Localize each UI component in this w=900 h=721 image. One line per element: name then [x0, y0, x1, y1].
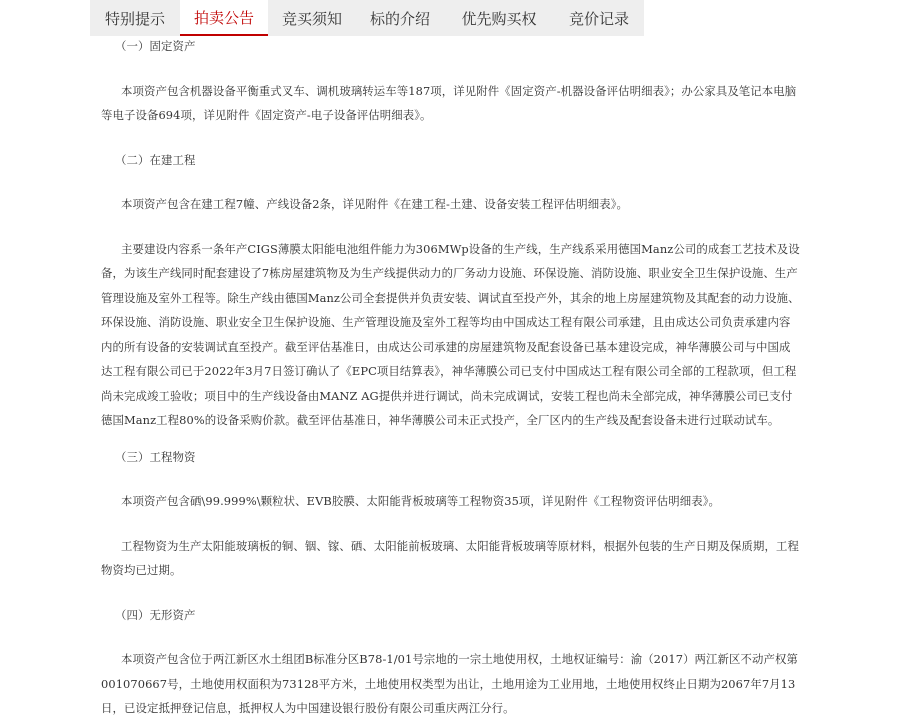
announcement-tab-bar — [90, 0, 644, 36]
materials-detail-paragraph: 工程物资为生产太阳能玻璃板的铜、铟、镓、硒、太阳能前板玻璃、太阳能背板玻璃等原材料，根据外包装的生产日期及保质期，工程物资均已过期。 — [101, 538, 799, 577]
tab-preemptive-right[interactable]: 优先购买权 — [461, 9, 537, 28]
tab-special-notice[interactable]: 特别提示 — [104, 9, 165, 28]
construction-summary-paragraph: 本项资产包含在建工程7幢、产线设备2条，详见附件《在建工程-土建、设备安装工程评估明细表》。 — [121, 197, 629, 211]
tab-bid-records[interactable]: 竞价记录 — [568, 9, 629, 28]
construction-detail-paragraph: 主要建设内容系一条年产CIGS薄膜太阳能电池组件能力为306MWp设备的生产线，生产线系采用德国Manz公司的成套工艺技术及设备，为该生产线同时配套建设了7栋房屋建筑物及为生产线提供动力的厂务动力设施、环保设施、消防设施、职业安全卫生保护设施、生产管理设施及室外工程等。除生产线由德国Manz公司全套提供并负责安装、调试直至投产外，其余的地上房屋建筑物及其配套的动力设施、环保设施、消防设施、职业安全卫生保护设施、生产管理设施及室外工程等均由中国成达工程有限公司承建，且由成达公司负责承建内容内的所有设备的安装调试直至投产。截至评估基准日，由成达公司承建的房屋建筑物及配套设备已基本建设完成，神华薄膜公司与中国成达工程有限公司已于2022年3月7日签订确认了《EPC项目结算表》，神华薄膜公司已支付中国成达工程有限公司全部的工程款项，但工程尚未完成竣工验收；项目中的生产线设备由MANZ AG提供并进行调试，尚未完成调试，安装工程也尚未全部完成，神华薄膜公司已支付德国Manz工程80%的设备采购价款。截至评估基准日，神华薄膜公司未正式投产，全厂区内的生产线及配套设备未进行过联动试车。 — [101, 241, 800, 427]
section-heading-intangible: （四）无形资产 — [115, 607, 196, 622]
materials-summary-paragraph: 本项资产包含硒\99.999%\颗粒状、EVB胶膜、太阳能背板玻璃等工程物资35项，详见附件《工程物资评估明细表》。 — [121, 494, 721, 508]
tab-auction-announcement[interactable]: 拍卖公告 — [180, 0, 268, 36]
tab-bidding-instructions[interactable]: 竞买须知 — [281, 9, 342, 28]
section-heading-fixed-assets: （一）固定资产 — [115, 39, 196, 53]
tab-item-introduction[interactable]: 标的介绍 — [369, 9, 430, 28]
fixed-assets-paragraph: 本项资产包含机器设备平衡重式叉车、调机玻璃转运车等187项，详见附件《固定资产-机器设备评估明细表》；办公家具及笔记本电脑等电子设备694项，详见附件《固定资产-电子设备评估明细表》。 — [101, 83, 797, 122]
section-heading-materials: （三）工程物资 — [115, 449, 196, 464]
announcement-content — [101, 34, 801, 721]
section-heading-construction: （二）在建工程 — [115, 152, 196, 167]
intangible-paragraph: 本项资产包含位于两江新区水土组团B标准分区B78-1/01号宗地的一宗土地使用权，土地权证编号：渝（2017）两江新区不动产权第001070667号，土地使用权面积为73128平方米，土地使用权类型为出让，土地用途为工业用地，土地使用权终止日期为2067年7月13日，已设定抵押登记信息，抵押权人为中国建设银行股份有限公司重庆两江分行。 — [101, 652, 798, 715]
